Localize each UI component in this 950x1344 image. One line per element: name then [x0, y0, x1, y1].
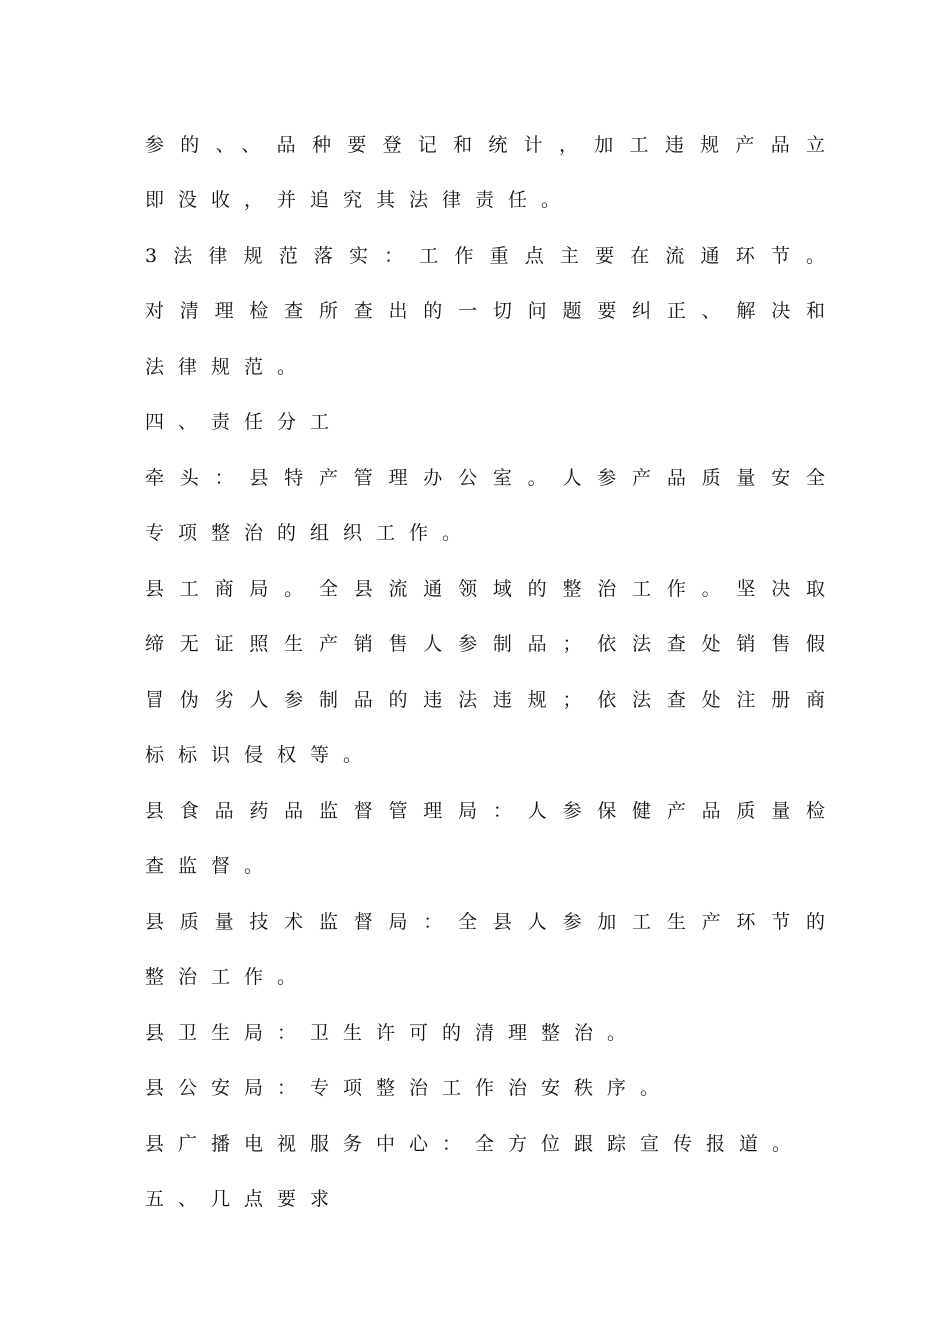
text-line: 县食品药品监督管理局：人参保健产品质量检 — [145, 800, 825, 822]
text-line: 专项整治的组织工作。 — [145, 522, 476, 544]
text-line: 牵头：县特产管理办公室。人参产品质量安全 — [145, 467, 825, 489]
text-line: 县公安局：专项整治工作治安秩序。 — [145, 1077, 674, 1099]
text-line: 对清理检查所查出的一切问题要纠正、解决和 — [145, 300, 825, 322]
text-line: 查监督。 — [145, 855, 278, 877]
text-line: 法律规范。 — [145, 356, 311, 378]
section-heading: 四、责任分工 — [145, 411, 344, 433]
text-line: 冒伪劣人参制品的违法违规；依法查处注册商 — [145, 689, 825, 711]
text-line: 3法律规范落实：工作重点主要在流通环节。 — [145, 245, 825, 267]
text-line: 缔无证照生产销售人参制品；依法查处销售假 — [145, 633, 825, 655]
text-line: 县卫生局：卫生许可的清理整治。 — [145, 1022, 641, 1044]
text-line: 县工商局。全县流通领域的整治工作。坚决取 — [145, 578, 825, 600]
section-heading: 五、几点要求 — [145, 1188, 344, 1210]
text-line: 即没收，并追究其法律责任。 — [145, 189, 575, 211]
text-line: 县广播电视服务中心：全方位跟踪宣传报道。 — [145, 1133, 806, 1155]
text-line: 整治工作。 — [145, 966, 311, 988]
text-line: 参的、、品种要登记和统计，加工违规产品立 — [145, 134, 825, 156]
text-line: 县质量技术监督局：全县人参加工生产环节的 — [145, 911, 825, 933]
text-line: 标标识侵权等。 — [145, 744, 377, 766]
